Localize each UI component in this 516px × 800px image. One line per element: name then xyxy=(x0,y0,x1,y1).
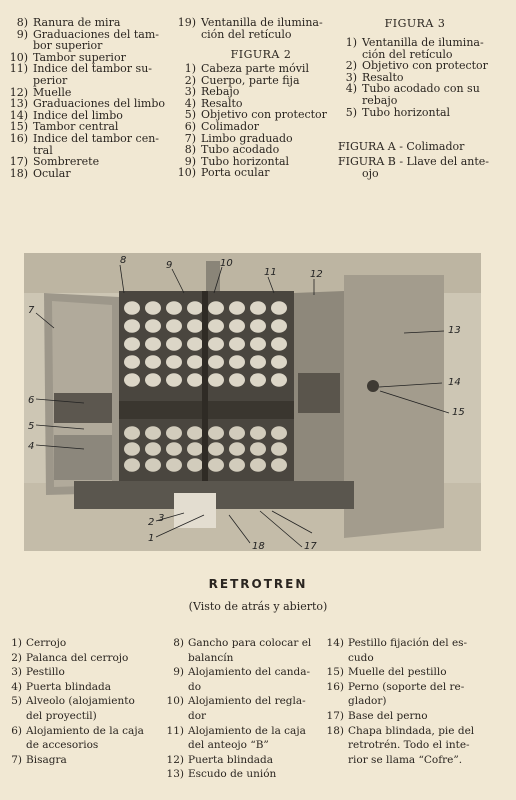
list-item xyxy=(2,156,170,168)
retrotren-subtitle: (Visto de atrás y abierto) xyxy=(188,600,328,613)
alveolo-shape xyxy=(124,373,140,387)
list-item-number xyxy=(162,680,184,695)
list-item-text: Bisagra xyxy=(26,753,67,766)
list-item xyxy=(2,168,170,180)
list-item-number: 17) xyxy=(326,709,344,722)
list-item-number xyxy=(343,95,357,107)
list-item-text: Ventanilla de ilumina- xyxy=(201,16,323,29)
list-item xyxy=(343,107,493,119)
list-item-number: 9) xyxy=(184,154,196,168)
photo-callout-5: 5 xyxy=(28,421,35,432)
alveolo-shape xyxy=(208,301,224,315)
list-item xyxy=(162,709,330,724)
list-item-text: Ventanilla de ilumina- xyxy=(362,36,484,49)
list-item-number: 19) xyxy=(177,16,196,29)
list-item xyxy=(170,167,340,179)
alveolo-shape xyxy=(145,442,161,456)
list-item-text: Pestillo xyxy=(26,666,65,679)
list-item xyxy=(162,665,330,680)
photo-callout-15: 15 xyxy=(452,407,465,418)
list-item xyxy=(322,709,500,724)
list-item-text: Chapa blindada, pie del xyxy=(348,724,475,737)
list-item-number xyxy=(0,709,22,724)
list-item-number: 11) xyxy=(166,724,184,737)
list-item-text: Limbo graduado xyxy=(201,131,293,145)
alveolo-shape xyxy=(145,355,161,369)
list-item-number: 7) xyxy=(184,131,196,145)
list-item xyxy=(162,738,330,753)
list-item xyxy=(162,724,330,739)
list-item-number: 4) xyxy=(345,82,357,96)
alveolo-shape xyxy=(187,458,203,472)
list-item-number: 1) xyxy=(184,62,196,75)
list-item-text: Alojamiento del canda- xyxy=(188,666,311,679)
list-item-text: Sombrerete xyxy=(33,155,100,169)
list-item xyxy=(162,680,330,695)
figura-2-list xyxy=(170,63,340,179)
list-item xyxy=(0,724,168,739)
legend-col2 xyxy=(162,636,330,782)
list-item-text: ción del retículo xyxy=(201,27,292,41)
alveolo-shape xyxy=(271,337,287,351)
list-item-number: 10) xyxy=(177,166,196,180)
list-item xyxy=(322,724,500,739)
list-item-text: Indice del tambor cen- xyxy=(33,131,160,145)
list-item-text: perior xyxy=(33,73,68,87)
alveolo-shape xyxy=(187,301,203,315)
top-list-col1 xyxy=(2,17,170,179)
figura-3-heading: FIGURA 3 xyxy=(384,17,446,30)
list-item-text: Objetivo con protector xyxy=(362,59,488,73)
list-item-number: 12) xyxy=(166,753,184,766)
retrotren-title: RETROTREN xyxy=(208,577,308,591)
alveolo-shape xyxy=(208,426,224,440)
alveolo-shape xyxy=(124,442,140,456)
alveolo-shape xyxy=(166,301,182,315)
list-item-text: Alojamiento de la caja xyxy=(26,724,144,737)
photo-callout-3: 3 xyxy=(158,513,165,524)
list-item xyxy=(162,694,330,709)
alveolo-shape xyxy=(124,458,140,472)
alveolo-shape xyxy=(124,301,140,315)
list-item-number: 5) xyxy=(184,108,196,122)
list-item-text: Escudo de unión xyxy=(188,768,277,781)
alveolo-shape xyxy=(166,319,182,333)
list-item-text: Indice del tambor su- xyxy=(33,62,152,76)
alveolo-shape xyxy=(250,355,266,369)
photo-callout-18: 18 xyxy=(252,541,265,551)
list-item-text: Resalto xyxy=(362,70,404,84)
list-item-number: 14) xyxy=(9,108,28,122)
alveolo-shape xyxy=(145,426,161,440)
list-item-text: Tambor central xyxy=(33,120,119,134)
list-item-text: ción del retículo xyxy=(362,47,453,61)
alveolo-shape xyxy=(208,337,224,351)
list-item-text: glador) xyxy=(348,695,387,708)
list-item-number: 2) xyxy=(11,651,22,664)
list-item xyxy=(322,665,500,680)
photo-callout-17: 17 xyxy=(304,541,317,551)
list-item xyxy=(322,738,500,753)
alveolo-shape xyxy=(271,442,287,456)
list-item-number: 3) xyxy=(11,666,22,679)
list-item-number xyxy=(162,738,184,753)
top-list-col2-intro xyxy=(170,17,340,40)
photo-callout-10: 10 xyxy=(220,258,233,269)
list-item-number: 5) xyxy=(345,105,357,119)
list-item xyxy=(170,29,340,41)
alveolo-shape xyxy=(229,373,245,387)
list-item-text: rebajo xyxy=(362,93,398,107)
photo-callout-11: 11 xyxy=(264,267,277,278)
list-item-number: 18) xyxy=(326,724,344,737)
figura-3-list xyxy=(343,37,493,118)
alveolo-shape xyxy=(271,373,287,387)
list-item-text: Resalto xyxy=(201,96,243,110)
list-item-text: Tubo acodado con su xyxy=(362,82,480,96)
list-item-text: Colimador xyxy=(201,119,259,133)
list-item-number xyxy=(170,29,196,41)
list-item-number xyxy=(162,651,184,666)
alveolo-shape xyxy=(166,337,182,351)
photo-callout-6: 6 xyxy=(28,395,35,406)
list-item xyxy=(170,63,340,75)
figura-b-caption-line2: ojo xyxy=(362,166,379,180)
list-item-text: Muelle del pestillo xyxy=(348,666,447,679)
list-item xyxy=(322,680,500,695)
list-item-number: 2) xyxy=(184,73,196,87)
alveolo-shape xyxy=(187,373,203,387)
alveolo-shape xyxy=(208,373,224,387)
alveolo-shape xyxy=(250,426,266,440)
list-item-text: bor superior xyxy=(33,39,103,53)
list-item-text: Rebajo xyxy=(201,85,240,99)
retrotren-photo-drawing xyxy=(24,253,481,551)
list-item xyxy=(170,144,340,156)
alveolo-shape xyxy=(208,442,224,456)
alveolo-shape xyxy=(145,319,161,333)
alveolo-shape xyxy=(229,337,245,351)
alveolo-shape xyxy=(208,319,224,333)
list-item-number: 16) xyxy=(326,680,344,693)
list-item-text: Ocular xyxy=(33,166,71,180)
photo-callout-12: 12 xyxy=(310,269,323,280)
alveolo-shape xyxy=(271,426,287,440)
list-item-text: Pestillo fijación del es- xyxy=(348,637,468,649)
alveolo-shape xyxy=(250,301,266,315)
list-item-text: Base del perno xyxy=(348,709,428,722)
alveolo-shape xyxy=(250,337,266,351)
list-item-number: 9) xyxy=(16,27,28,41)
list-item-number xyxy=(322,694,344,709)
alveolo-shape xyxy=(229,355,245,369)
alveolo-shape xyxy=(271,319,287,333)
list-item xyxy=(0,738,168,753)
list-item-text: Cuerpo, parte fija xyxy=(201,73,300,87)
list-item-number xyxy=(322,651,344,666)
legend-col3 xyxy=(322,636,500,767)
list-item-text: Puerta blindada xyxy=(26,680,112,693)
alveolo-shape xyxy=(271,301,287,315)
list-item xyxy=(322,651,500,666)
list-item-number: 14) xyxy=(326,637,344,649)
list-item-text: Porta ocular xyxy=(201,166,270,180)
alveolo-shape xyxy=(187,355,203,369)
list-item-number xyxy=(0,738,22,753)
list-item-text: tral xyxy=(33,143,53,157)
list-item-text: Tubo horizontal xyxy=(201,154,290,168)
list-item-text: del anteojo “B” xyxy=(188,739,269,752)
alveolo-shape xyxy=(166,426,182,440)
list-item-text: Puerta blindada xyxy=(188,753,274,766)
list-item-number: 17) xyxy=(9,155,28,169)
alveolo-shape xyxy=(124,426,140,440)
list-item-number: 8) xyxy=(16,16,28,29)
list-item-text: Palanca del cerrojo xyxy=(26,651,129,664)
alveolo-shape xyxy=(187,426,203,440)
alveolo-shape xyxy=(145,458,161,472)
list-item-number: 7) xyxy=(11,753,22,766)
photo-callout-8: 8 xyxy=(120,255,127,266)
list-item-text: dor xyxy=(188,709,207,722)
alveolo-shape xyxy=(250,442,266,456)
alveolo-shape xyxy=(271,355,287,369)
list-item-text: balancín xyxy=(188,651,234,664)
list-item-text: cudo xyxy=(348,651,374,664)
figura-a-caption: FIGURA A - Colimador xyxy=(338,140,465,153)
alveolo-shape xyxy=(229,442,245,456)
photo-callout-1: 1 xyxy=(148,533,155,544)
alveolo-shape xyxy=(229,458,245,472)
alveolo-shape xyxy=(229,319,245,333)
list-item xyxy=(2,17,170,29)
alveolo-shape xyxy=(229,426,245,440)
list-item-text: Indice del limbo xyxy=(33,108,123,122)
list-item-number: 6) xyxy=(184,119,196,133)
list-item xyxy=(0,753,168,768)
list-item-text: retrotrén. Todo el inte- xyxy=(348,739,470,752)
list-item-number: 10) xyxy=(166,695,184,708)
alveolo-shape xyxy=(187,442,203,456)
alveolo-shape xyxy=(187,337,203,351)
list-item xyxy=(322,753,500,768)
list-item-number: 18) xyxy=(9,166,28,180)
list-item xyxy=(0,636,168,651)
list-item-text: Objetivo con protector xyxy=(201,108,327,122)
list-item xyxy=(0,709,168,724)
list-item-number: 4) xyxy=(184,96,196,110)
list-item-text: Alojamiento de la caja xyxy=(188,724,306,737)
alveolo-shape xyxy=(124,355,140,369)
alveolo-shape xyxy=(166,373,182,387)
list-item-text: rior se llama “Cofre”. xyxy=(348,753,463,766)
list-item-number: 9) xyxy=(173,666,184,679)
list-item xyxy=(2,98,170,110)
list-item-number: 3) xyxy=(184,85,196,99)
list-item xyxy=(170,121,340,133)
list-item-number: 6) xyxy=(11,724,22,737)
list-item-number xyxy=(162,709,184,724)
list-item xyxy=(162,636,330,651)
list-item-number xyxy=(2,75,28,87)
list-item-number: 5) xyxy=(11,695,22,708)
figura-2-heading: FIGURA 2 xyxy=(230,48,292,61)
list-item xyxy=(0,665,168,680)
alveolo-shape xyxy=(250,319,266,333)
retrotren-photo xyxy=(24,253,481,551)
list-item-number: 2) xyxy=(345,59,357,73)
list-item-text: Tubo acodado xyxy=(201,143,280,157)
alveolo-shape xyxy=(250,458,266,472)
list-item-number: 15) xyxy=(9,120,28,134)
list-item-number: 15) xyxy=(326,666,344,679)
list-item-number: 4) xyxy=(11,680,22,693)
list-item-text: Alojamiento del regla- xyxy=(188,695,306,708)
list-item-number xyxy=(322,753,344,768)
list-item xyxy=(162,651,330,666)
list-item-text: Tubo horizontal xyxy=(362,105,451,119)
list-item-number xyxy=(322,738,344,753)
list-item xyxy=(322,636,500,651)
list-item-number: 13) xyxy=(9,97,28,111)
list-item xyxy=(2,133,170,145)
list-item-text: Tambor superior xyxy=(33,50,126,64)
list-item-text: Muelle xyxy=(33,85,72,99)
list-item xyxy=(162,767,330,782)
list-item-number: 12) xyxy=(9,85,28,99)
photo-callout-4: 4 xyxy=(28,441,35,452)
figura-b-caption-line1: FIGURA B - Llave del ante- xyxy=(338,155,490,168)
alveolo-shape xyxy=(124,319,140,333)
list-item xyxy=(322,694,500,709)
list-item-number: 8) xyxy=(184,143,196,157)
alveolo-shape xyxy=(208,458,224,472)
list-item-number: 13) xyxy=(166,768,184,781)
photo-callout-9: 9 xyxy=(166,260,173,271)
alveolo-shape xyxy=(145,301,161,315)
list-item-text: Ranura de mira xyxy=(33,16,121,29)
photo-callout-14: 14 xyxy=(448,377,461,388)
alveolo-shape xyxy=(229,301,245,315)
list-item xyxy=(2,63,170,75)
list-item-text: Alveolo (alojamiento xyxy=(26,695,135,708)
list-item-number: 10) xyxy=(9,50,28,64)
alveolo-shape xyxy=(166,355,182,369)
list-item-text: Perno (soporte del re- xyxy=(348,680,465,693)
figura-b-caption xyxy=(338,156,508,179)
list-item-number: 8) xyxy=(173,637,184,649)
list-item xyxy=(162,753,330,768)
list-item-text: Graduaciones del limbo xyxy=(33,97,166,111)
alveolo-shape xyxy=(271,458,287,472)
list-item xyxy=(170,17,340,29)
list-item-text: Cerrojo xyxy=(26,637,67,649)
list-item-text: Graduaciones del tam- xyxy=(33,27,160,41)
list-item-number: 1) xyxy=(11,637,22,649)
alveolo-shape xyxy=(166,458,182,472)
alveolo-shape xyxy=(166,442,182,456)
alveolo-shape xyxy=(187,319,203,333)
list-item-number: 11) xyxy=(9,62,28,76)
list-item-number: 1) xyxy=(345,36,357,49)
list-item xyxy=(343,95,493,107)
photo-callout-7: 7 xyxy=(28,305,35,316)
legend-col1 xyxy=(0,636,168,767)
list-item-number: 16) xyxy=(9,131,28,145)
list-item-text: Gancho para colocar el xyxy=(188,637,312,649)
list-item xyxy=(0,680,168,695)
list-item-text: de accesorios xyxy=(26,739,99,752)
alveolo-shape xyxy=(145,337,161,351)
list-item xyxy=(0,651,168,666)
photo-callout-2: 2 xyxy=(148,517,155,528)
list-item xyxy=(343,37,493,49)
list-item xyxy=(2,75,170,87)
alveolo-shape xyxy=(208,355,224,369)
alveolo-shape xyxy=(145,373,161,387)
list-item xyxy=(0,694,168,709)
list-item-text: del proyectil) xyxy=(26,709,97,722)
list-item-text: do xyxy=(188,680,202,693)
alveolo-shape xyxy=(124,337,140,351)
list-item-number: 3) xyxy=(345,70,357,84)
alveolo-shape xyxy=(250,373,266,387)
photo-callout-13: 13 xyxy=(448,325,461,336)
list-item-text: Cabeza parte móvil xyxy=(201,62,309,75)
